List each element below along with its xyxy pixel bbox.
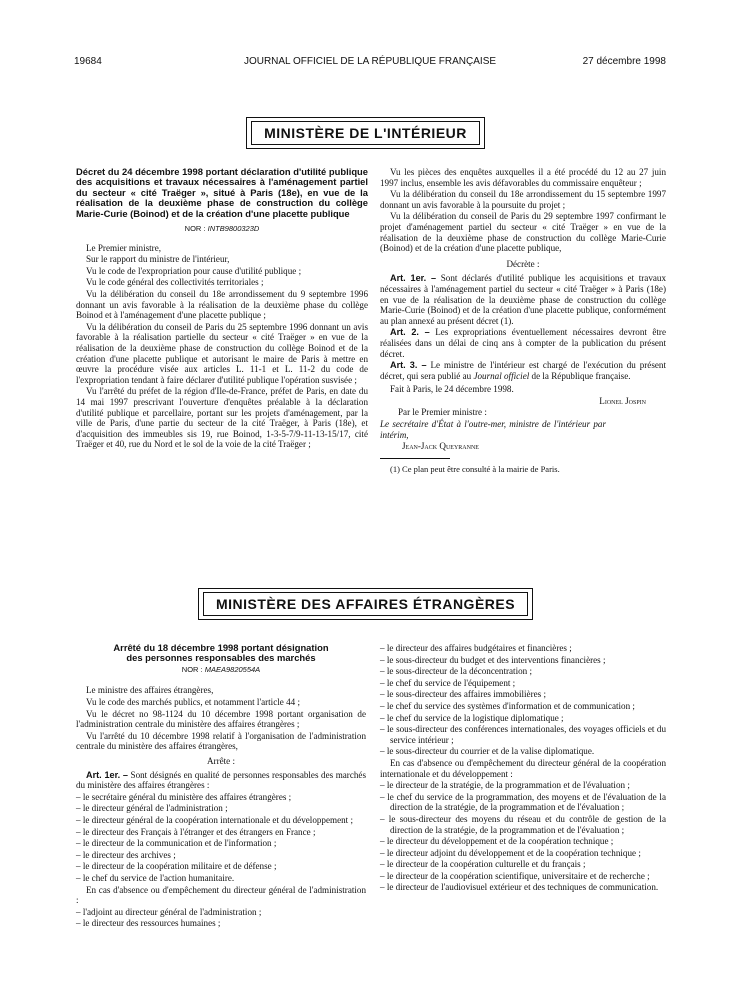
list-item: – le sous-directeur des conférences internationales, des voyages officiels et du service intérieur ; <box>380 724 666 745</box>
list-item: – le directeur des affaires budgétaires et financières ; <box>380 643 572 653</box>
footnote-rule <box>380 458 450 459</box>
decree-article-3: Art. 3. – Le ministre de l'intérieur est chargé de l'exécution du présent décret, qui sera publié au Journal officiel de la République française. <box>380 360 666 381</box>
list-item: – le directeur de la stratégie, de la programmation et de l'évaluation ; <box>380 780 630 791</box>
decree-para: Le Premier ministre, <box>86 242 162 253</box>
decree-footnote: (1) Ce plan peut être consulté à la mairie de Paris. <box>390 463 560 474</box>
ministry-interior-title: MINISTÈRE DE L'INTÉRIEUR <box>251 121 480 145</box>
arrete-left-column <box>76 643 366 930</box>
decree-para: Vu le code de l'expropriation pour cause d'utilité publique ; <box>86 265 302 276</box>
decree-decrete: Décrète : <box>506 258 540 269</box>
decree-by-pm: Par le Premier ministre : <box>398 407 487 418</box>
list-item: – le directeur de l'audiovisuel extérieur et des techniques de communication. <box>380 882 659 893</box>
arrete-label: Arrête : <box>206 755 236 766</box>
list-item: – le directeur adjoint du développement et de la coopération technique ; <box>380 847 641 858</box>
list-item: – le chef du service de la programmation, des moyens et de l'évaluation de la direction de la stratégie, de la programmation et de l'évaluation ; <box>380 791 666 813</box>
list-item: – le directeur de la communication et de l'information ; <box>76 838 277 849</box>
journal-title: JOURNAL OFFICIEL DE LA RÉPUBLIQUE FRANÇAISE <box>243 56 497 67</box>
list-item: – l'adjoint au directeur général de l'administration ; <box>76 906 262 917</box>
decree-article-2: Art. 2. – Les expropriations éventuellement nécessaires devront être réalisées dans un délai de cinq ans à compter de la publication du présent décret. <box>380 327 667 359</box>
arrete-para: Vu l'arrêté du 10 décembre 1998 relatif à l'organisation de l'administration centrale du ministère des affaires étrangères, <box>76 730 366 752</box>
decree-secretary-title: Le secrétaire d'État à l'outre-mer, ministre de l'intérieur par intérim, <box>380 419 606 440</box>
list-item: – le chef du service de l'action humanitaire. <box>76 872 235 883</box>
arrete-nor: NOR : MAEA9820554A <box>181 664 261 674</box>
list-item: – le sous-directeur des affaires immobilières ; <box>380 689 546 700</box>
decree-left-column <box>76 167 368 451</box>
list-item: – le sous-directeur du budget et des interventions financières ; <box>380 654 606 665</box>
arrete-absence-1: En cas d'absence ou d'empêchement du directeur général de l'administration : <box>76 884 366 906</box>
list-item: – le chef du service de l'équipement ; <box>380 677 516 688</box>
list-item: – le directeur des Français à l'étranger et des étrangers en France ; <box>76 826 316 837</box>
list-item: – le directeur de la coopération scientifique, universitaire et de recherche ; <box>380 870 650 881</box>
list-item: – le directeur des archives ; <box>76 849 176 860</box>
list-item: – le chef du service de la logistique diplomatique ; <box>380 712 564 723</box>
arrete-para: Le ministre des affaires étrangères, <box>86 685 214 696</box>
decree-nor: NOR : INTB9800323D <box>184 224 260 234</box>
decree-para: Vu les pièces des enquêtes auxquelles il a été procédé du 12 au 27 juin 1997 inclus, ensemble les avis défavorables du commissaire enquêteur ; <box>380 167 666 188</box>
decree-signatory: Lionel Jospin <box>599 395 646 406</box>
list-item: – le directeur de la coopération culturelle et du français ; <box>380 859 586 870</box>
list-item: – le directeur des ressources humaines ; <box>76 918 221 929</box>
list-item: – le sous-directeur de la déconcentration ; <box>380 666 533 677</box>
list-item: – le chef du service des systèmes d'information et de communication ; <box>380 700 635 711</box>
list-item: – le sous-directeur des moyens du réseau et du contrôle de gestion de la direction de la stratégie, de la programmation et de l'évaluation ; <box>380 813 666 835</box>
list-item: – le directeur de la coopération militaire et de défense ; <box>76 861 277 872</box>
decree-para: Vu la délibération du conseil du 18e arrondissement du 15 septembre 1997 donnant un avis favorable à la poursuite du projet ; <box>380 189 666 210</box>
arrete-title: Arrêté du 18 décembre 1998 portant désignation des personnes responsables des marchés <box>113 642 329 664</box>
list-item: – le directeur général de la coopération internationale et du développement ; <box>76 814 353 825</box>
decree-para: Sur le rapport du ministre de l'intérieur, <box>86 254 230 265</box>
arrete-absence-2: En cas d'absence ou d'empêchement du directeur général de la coopération internationale et du développement : <box>380 757 666 779</box>
list-item: – le directeur général de l'administration ; <box>76 803 228 814</box>
decree-para: Vu le code général des collectivités territoriales ; <box>86 277 264 288</box>
decree-done: Fait à Paris, le 24 décembre 1998. <box>390 384 514 395</box>
issue-date: 27 décembre 1998 <box>582 56 666 67</box>
page-number: 19684 <box>74 56 102 67</box>
list-item: – le sous-directeur du courrier et de la valise diplomatique. <box>380 746 595 757</box>
decree-title: Décret du 24 décembre 1998 portant déclaration d'utilité publique des acquisitions et travaux nécessaires à l'aménagement partiel du secteur « cité Traëger », situé à Paris (18e), en vue de la réalisation de la deuxième phase de construction du collège Marie-Curie (Boinod) et de la création d'une placette publique <box>76 166 368 219</box>
decree-para: Vu la délibération du conseil de Paris du 29 septembre 1997 confirmant le projet d'aménagement partiel du secteur « cité Traëger » en vue de la réalisation de la deuxième phase de construction du collège Marie-Curie (Boinod) et de la création d'une placette publique, <box>380 211 666 254</box>
ministry-foreign-title: MINISTÈRE DES AFFAIRES ÉTRANGÈRES <box>203 592 528 616</box>
decree-para: Vu l'arrêté du préfet de la région d'Ile-de-France, préfet de Paris, en date du 14 mai 1997 prescrivant l'ouverture d'enquêtes préalable à la déclaration d'utilité publique et parcellaire, portant sur les projets d'aménagement, par la ville de Paris, d'une partie du secteur de la cité Traëger, à Paris (18e), et d'acquisition des immeubles sis 19, rue Boinod, 1-3-5-7/9-11-13-15/17, cité Traëger et 40, rue du Nord et le sol de la voie de la cité Traëger ; <box>76 386 368 450</box>
decree-right-column <box>380 167 666 474</box>
arrete-para: Vu le code des marchés publics, et notamment l'article 44 ; <box>86 697 300 707</box>
decree-para: Vu la délibération du conseil du 18e arrondissement du 9 septembre 1996 donnant un avis favorable à la réalisation de la deuxième phase du collège Boinod et à l'aménagement d'une placette publique ; <box>76 289 368 321</box>
decree-secretary-name: Jean-Jack Queyranne <box>402 441 479 452</box>
arrete-article-1: Art. 1er. – Sont désignés en qualité de personnes responsables des marchés du ministère des affaires étrangères : <box>76 769 366 791</box>
arrete-para: Vu le décret no 98-1124 du 10 décembre 1998 portant organisation de l'administration centrale du ministère des affaires étrangères ; <box>76 708 366 730</box>
list-item: – le directeur du développement et de la coopération technique ; <box>380 836 614 847</box>
page-header <box>74 56 666 70</box>
arrete-right-column <box>380 643 666 894</box>
list-item: – le secrétaire général du ministère des affaires étrangères ; <box>76 791 292 802</box>
decree-nor-value: INTB9800323D <box>207 224 260 234</box>
decree-para: Vu la délibération du conseil de Paris du 25 septembre 1996 donnant un avis favorable à la réalisation partielle du secteur « cité Traëger » en vue de la réalisation de la deuxième phase de construction du collège Boinod et de la création d'une placette publique et autorisant le maire de Paris à mettre en œuvre la procédure visée aux articles L. 11-1 et L. 11-2 du code de l'expropriation tendant à faire déclarer d'utilité publique l'opération susvisée ; <box>76 321 368 385</box>
arrete-list-1 <box>76 792 366 884</box>
decree-article-1: Art. 1er. – Sont déclarés d'utilité publique les acquisitions et travaux nécessaires à l'aménagement partiel du secteur « cité Traëger » à Paris (18e) en vue de la réalisation de la deuxième phase de construction du collège Marie-Curie (Boinod) et de la création d'une placette publique, conformément au plan annexé au présent décret (1). <box>380 273 666 326</box>
arrete-nor-value: MAEA9820554A <box>204 664 261 674</box>
ministry-interior-heading <box>0 117 731 149</box>
ministry-foreign-heading <box>0 588 731 620</box>
